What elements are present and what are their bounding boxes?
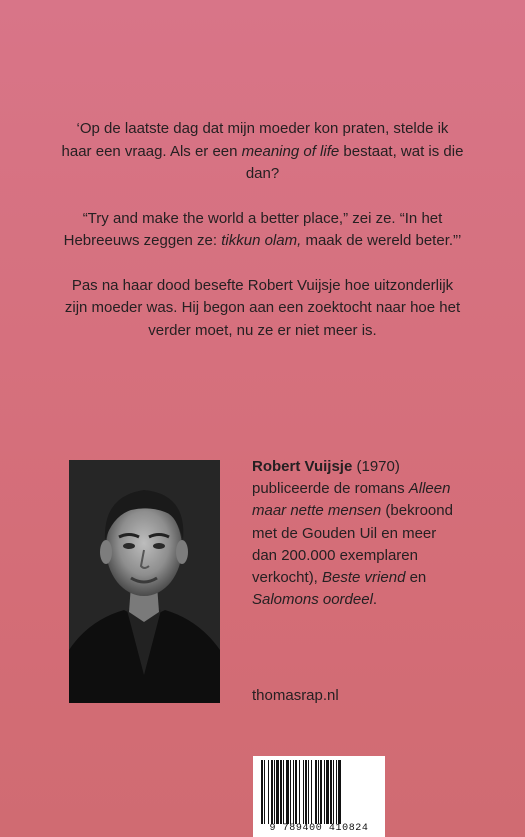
barcode-bar <box>268 760 269 824</box>
barcode-bar <box>261 760 263 824</box>
book-title: Beste vriend <box>322 569 406 587</box>
author-photo <box>69 460 220 703</box>
quote-paragraph-2: “Try and make the world a better place,” zei ze. “In het Hebreeuws zeggen ze: tikkun olam, maak de wereld beter.”’ <box>63 209 462 249</box>
barcode-bar <box>280 760 282 824</box>
book-title: Salomons oordeel <box>252 591 373 609</box>
back-cover-quote <box>60 118 465 364</box>
barcode-bar <box>338 760 341 824</box>
barcode-bar <box>326 760 329 824</box>
author-name: Robert Vuijsje <box>252 458 353 475</box>
barcode-bar <box>315 760 317 824</box>
book-title: Alleen maar nette mensen <box>252 480 451 520</box>
author-portrait <box>69 460 220 703</box>
barcode-bar <box>333 760 334 824</box>
barcode-bar <box>271 760 273 824</box>
barcode-bar <box>336 760 337 824</box>
barcode-bar <box>308 760 309 824</box>
quote-paragraph-1: ‘Op de laatste dag dat mijn moeder kon praten, stelde ik haar een vraag. Als er een meaning of life bestaat, wat is die dan? <box>61 120 464 182</box>
isbn-barcode <box>253 756 385 837</box>
isbn-number: 9 789400 410824 <box>269 823 369 834</box>
barcode-bar <box>286 760 289 824</box>
barcode-bar <box>274 760 275 824</box>
publisher-website: thomasrap.nl <box>252 687 339 704</box>
barcode-bar <box>303 760 304 824</box>
barcode-bar <box>305 760 307 824</box>
barcode-bar <box>324 760 325 824</box>
barcode-bar <box>290 760 291 824</box>
barcode-bar <box>318 760 319 824</box>
blurb-paragraph: Pas na haar dood besefte Robert Vuijsje hoe uitzonderlijk zijn moeder was. Hij begon aan een zoektocht naar hoe het verder moet, nu ze er niet meer is. <box>64 276 461 339</box>
barcode-bar <box>283 760 284 824</box>
barcode-bar <box>320 760 322 824</box>
barcode-bar <box>293 760 294 824</box>
barcode-bars <box>253 760 385 824</box>
author-bio: Robert Vuijsje (1970) publiceerde de romans Alleen maar nette mensen (bekroond met de Gouden Uil en meer dan 200.000 exemplaren verkocht), Beste vriend en Salomons oordeel. <box>252 458 453 609</box>
barcode-bar <box>276 760 279 824</box>
barcode-bar <box>299 760 300 824</box>
barcode-bar <box>264 760 265 824</box>
barcode-bar <box>311 760 312 824</box>
barcode-bar <box>295 760 297 824</box>
barcode-bar <box>330 760 332 824</box>
